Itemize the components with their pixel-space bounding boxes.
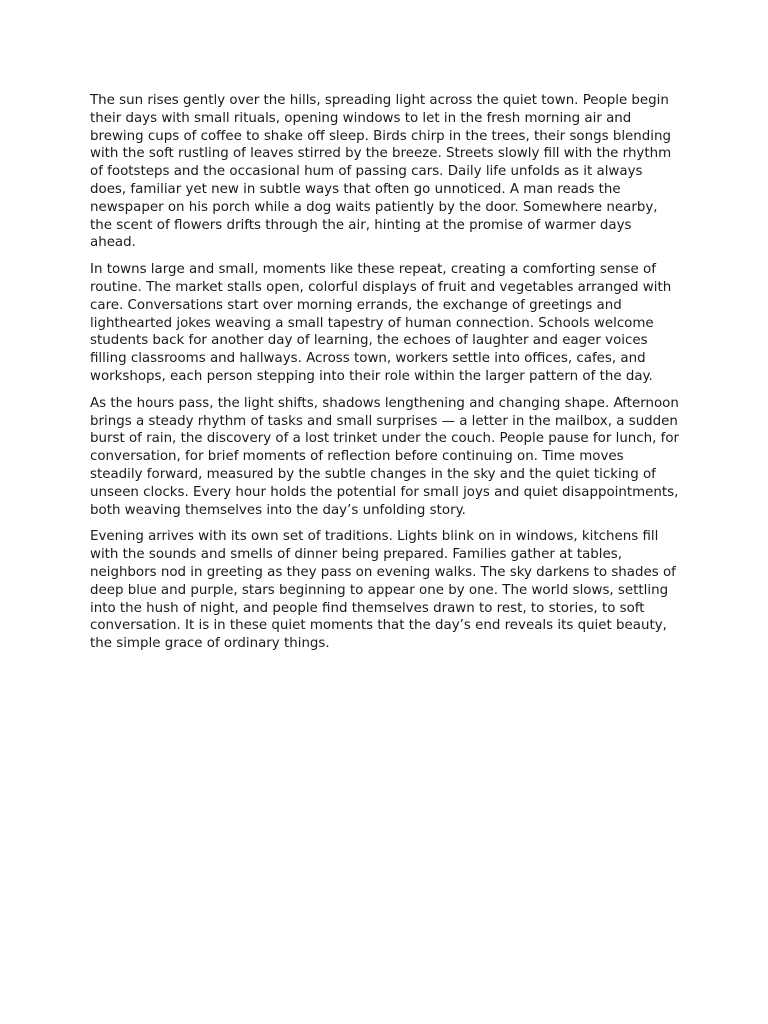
paragraph-3: As the hours pass, the light shifts, shadows lengthening and changing shape. Afternoon brings a steady rhythm of tasks and small surprises — a letter in the mailbox, a sudden burst of rain, the discovery of a lost trinket under the couch. People pause for lunch, for conversation, for brief moments of reflection before continuing on. Time moves steadily forward, measured by the subtle changes in the sky and the quiet ticking of unseen clocks. Every hour holds the potential for small joys and quiet disappointments, both weaving themselves into the day’s unfolding story. (90, 395, 680, 518)
paragraph-1: The sun rises gently over the hills, spreading light across the quiet town. People begin their days with small rituals, opening windows to let in the fresh morning air and brewing cups of coffee to shake off sleep. Birds chirp in the trees, their songs blending with the soft rustling of leaves stirred by the breeze. Streets slowly fill with the rhythm of footsteps and the occasional hum of passing cars. Daily life unfolds as it always does, familiar yet new in subtle ways that often go unnoticed. A man reads the newspaper on his porch while a dog waits patiently by the door. Somewhere nearby, the scent of flowers drifts through the air, hinting at the promise of warmer days ahead. (90, 93, 672, 251)
document-body (90, 92, 680, 662)
paragraph-4: Evening arrives with its own set of traditions. Lights blink on in windows, kitchens fill with the sounds and smells of dinner being prepared. Families gather at tables, neighbors nod in greeting as they pass on evening walks. The sky darkens to shades of deep blue and purple, stars beginning to appear one by one. The world slows, settling into the hush of night, and people find themselves drawn to rest, to stories, to soft conversation. It is in these quiet moments that the day’s end reveals its quiet beauty, the simple grace of ordinary things. (90, 529, 676, 652)
paragraph-2: In towns large and small, moments like these repeat, creating a comforting sense of routine. The market stalls open, colorful displays of fruit and vegetables arranged with care. Conversations start over morning errands, the exchange of greetings and lighthearted jokes weaving a small tapestry of human connection. Schools welcome students back for another day of learning, the echoes of laughter and eager voices filling classrooms and hallways. Across town, workers settle into offices, cafes, and workshops, each person stepping into their role within the larger pattern of the day. (90, 262, 672, 384)
